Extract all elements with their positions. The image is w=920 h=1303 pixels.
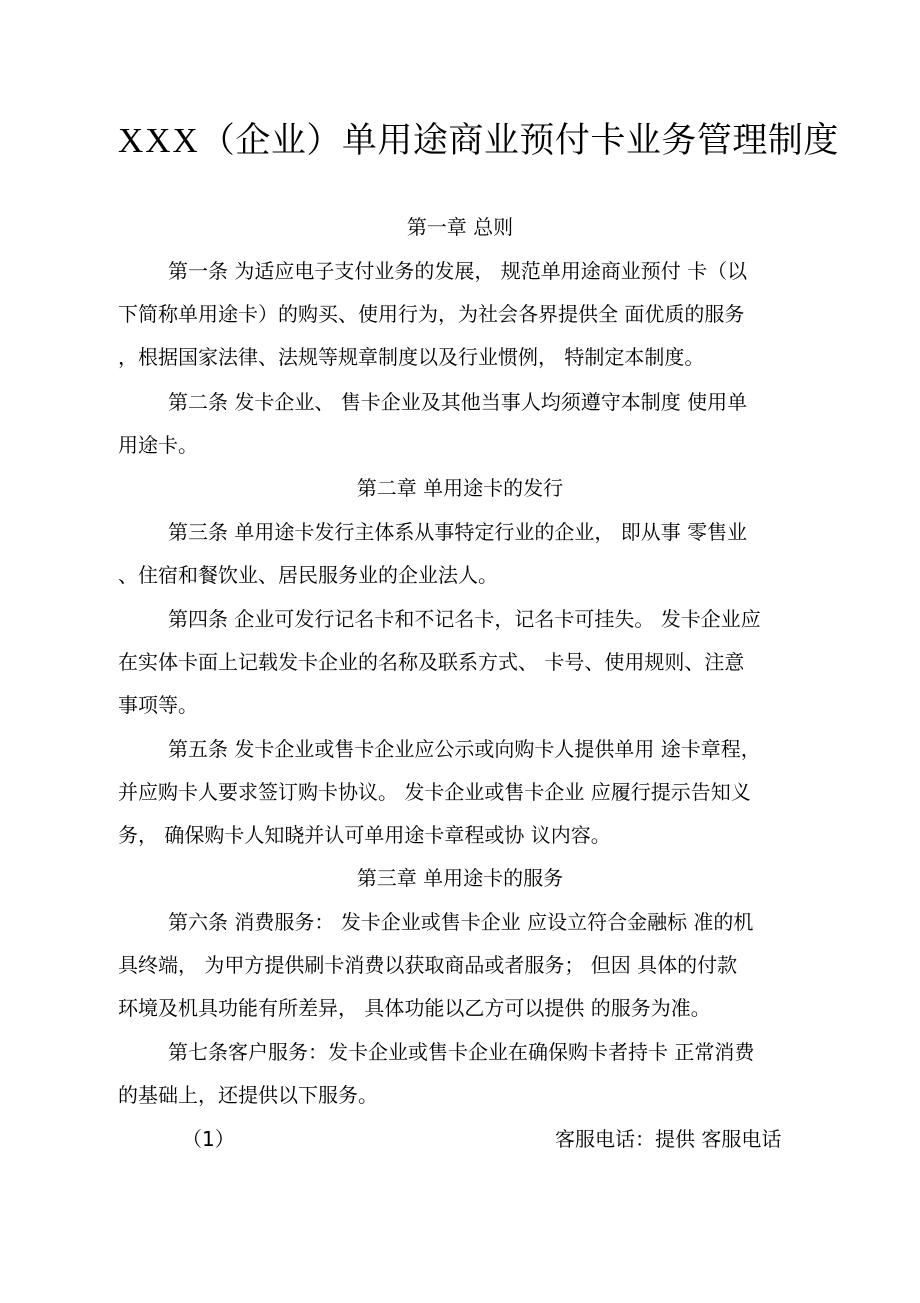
chapter-heading-3: 第三章 单用途卡的服务	[356, 866, 564, 890]
paragraph-line: 下简称单用途卡）的购买、使用行为，为社会各界提供全 面优质的服务	[118, 302, 745, 326]
document-title	[118, 118, 839, 164]
paragraph-line: 第五条 发卡企业或售卡企业应公示或向购卡人提供单用 途卡章程，	[168, 737, 761, 761]
paragraph-line: 事项等。	[118, 693, 198, 717]
paragraph-line: 第四条 企业可发行记名卡和不记名卡，记名卡可挂失。 发卡企业应	[168, 607, 761, 631]
paragraph-line: ，根据国家法律、法规等规章制度以及行业惯例， 特制定本制度。	[118, 345, 705, 369]
title-company-placeholder: XXX	[118, 121, 200, 160]
paragraph-line: 第一条 为适应电子支付业务的发展， 规范单用途商业预付 卡（以	[168, 259, 748, 283]
title-text: （企业）单用途商业预付卡业务管理制度	[199, 121, 839, 161]
paragraph-line: 务， 确保购卡人知晓并认可单用途卡章程或协 议内容。	[118, 823, 611, 847]
paragraph-line: 第二条 发卡企业、 售卡企业及其他当事人均须遵守本制度 使用单	[168, 390, 748, 414]
paragraph-line: 、住宿和餐饮业、居民服务业的企业法人。	[118, 563, 498, 587]
paragraph-line: 在实体卡面上记载发卡企业的名称及联系方式、 卡号、使用规则、注意	[118, 650, 745, 674]
paragraph-line: 第七条客户服务：发卡企业或售卡企业在确保购卡者持卡 正常消费	[168, 1040, 755, 1064]
chapter-heading-2: 第二章 单用途卡的发行	[356, 476, 564, 500]
paragraph-line: 环境及机具功能有所差异， 具体功能以乙方可以提供 的服务为准。	[118, 996, 711, 1020]
paragraph-line: 的基础上，还提供以下服务。	[118, 1083, 378, 1107]
paragraph-line: 用途卡。	[118, 433, 198, 457]
list-item-text: 客服电话：提供 客服电话	[555, 1127, 782, 1151]
paragraph-line: 具终端， 为甲方提供刷卡消费以获取商品或者服务； 但因 具体的付款	[118, 953, 738, 977]
paragraph-line: 并应购卡人要求签订购卡协议。 发卡企业或售卡企业 应履行提示告知义	[118, 780, 751, 804]
paragraph-line: 第六条 消费服务： 发卡企业或售卡企业 应设立符合金融标 准的机	[168, 910, 754, 934]
list-item-number: （1）	[182, 1127, 235, 1151]
paragraph-line: 第三条 单用途卡发行主体系从事特定行业的企业， 即从事 零售业	[168, 520, 748, 544]
chapter-heading-1: 第一章 总则	[406, 215, 514, 239]
